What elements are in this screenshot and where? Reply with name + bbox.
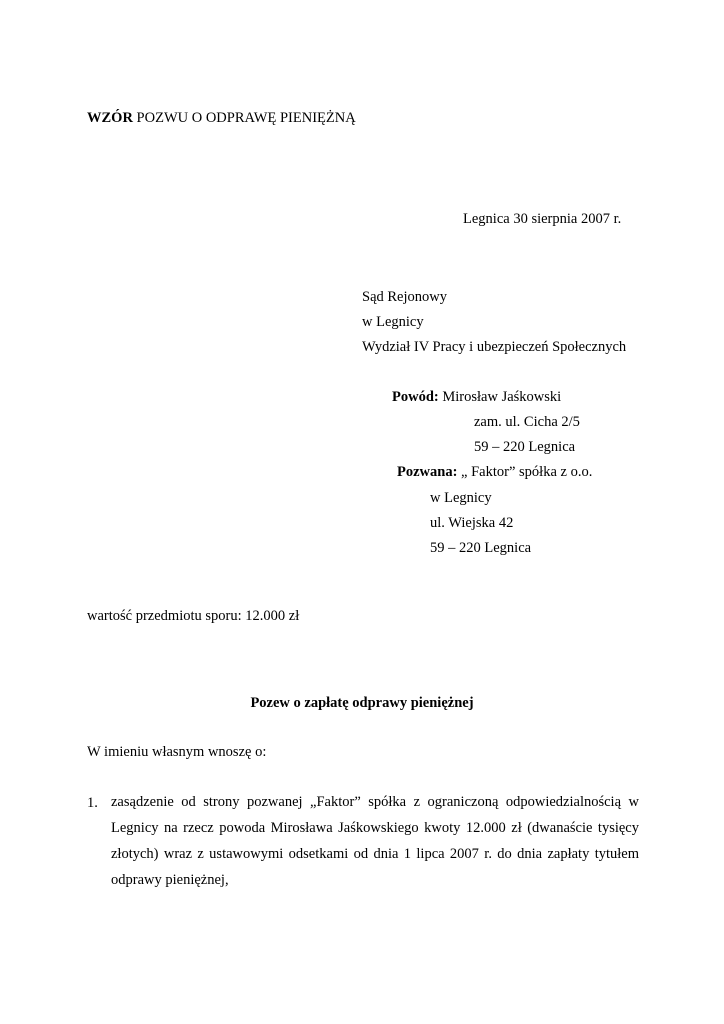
- list-item-line: zasądzenie od strony pozwanej „Faktor” spółka z ograniczoną odpowiedzialnością w: [111, 794, 639, 810]
- defendant-line-2: w Legnicy: [430, 490, 492, 506]
- heading-rest: POZWU O ODPRAWĘ PIENIĘŻNĄ: [132, 110, 356, 126]
- plaintiff-address-2: 59 – 220 Legnica: [474, 439, 576, 455]
- defendant-name: „ Faktor” spółka z o.o.: [457, 464, 593, 480]
- dispute-value: wartość przedmiotu sporu: 12.000 zł: [87, 608, 300, 624]
- heading-bold: WZÓR: [87, 110, 133, 126]
- defendant-line-3: ul. Wiejska 42: [430, 515, 514, 531]
- plaintiff-label: Powód:: [392, 389, 439, 405]
- document-heading: [87, 111, 356, 126]
- list-item-line: złotych) wraz z ustawowymi odsetkami od dnia 1 lipca 2007 r. do dnia zapłaty tytułem: [111, 846, 639, 862]
- intro-text: W imieniu własnym wnoszę o:: [87, 744, 267, 760]
- defendant-line: [397, 465, 592, 480]
- plaintiff-address-1: zam. ul. Cicha 2/5: [474, 414, 580, 430]
- plaintiff-line: [392, 390, 561, 405]
- list-item-text: [111, 789, 639, 893]
- list-item-line: Legnicy na rzecz powoda Mirosława Jaśkowskiego kwoty 12.000 zł (dwanaście tysięcy: [111, 820, 639, 836]
- defendant-label: Pozwana:: [397, 464, 458, 480]
- list-item-line: odprawy pieniężnej,: [111, 872, 229, 888]
- document-title: Pozew o zapłatę odprawy pieniężnej: [250, 695, 474, 711]
- place-date: Legnica 30 sierpnia 2007 r.: [463, 211, 622, 227]
- court-line-3: Wydział IV Pracy i ubezpieczeń Społecznych: [362, 339, 627, 355]
- defendant-line-4: 59 – 220 Legnica: [430, 540, 532, 556]
- court-line-2: w Legnicy: [362, 314, 424, 330]
- plaintiff-name: Mirosław Jaśkowski: [438, 389, 562, 405]
- court-line-1: Sąd Rejonowy: [362, 289, 447, 305]
- list-item-number: 1.: [87, 795, 98, 811]
